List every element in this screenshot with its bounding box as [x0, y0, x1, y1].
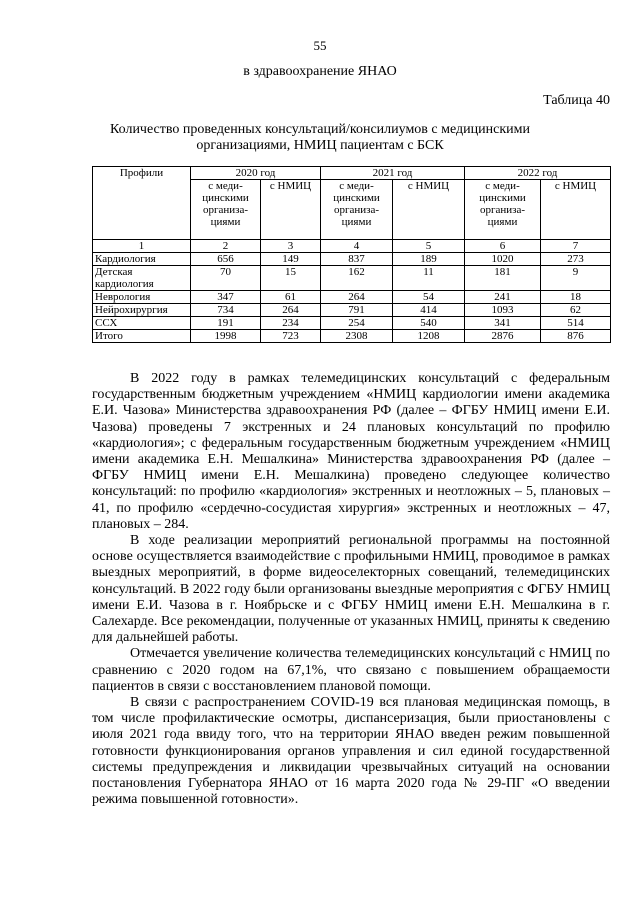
row-value: 62 — [541, 304, 611, 317]
table-row — [93, 304, 611, 317]
row-value: 876 — [541, 330, 611, 343]
row-value: 189 — [393, 253, 465, 266]
row-value: 273 — [541, 253, 611, 266]
row-value: 70 — [191, 266, 261, 291]
column-number-row — [93, 240, 611, 253]
row-value: 837 — [321, 253, 393, 266]
row-value: 2308 — [321, 330, 393, 343]
row-value: 1020 — [465, 253, 541, 266]
paragraph: В связи с распространением COVID-19 вся плановая медицинская помощь, в том числе профилактические осмотры, диспансеризация, были приостановлены с июля 2021 года ввиду того, что на территории ЯНАО введен режим повышенной готовности функционирования органов управления и сил единой государственной системы предупреждения и ликвидации чрезвычайных ситуаций на основании постановления Губернатора ЯНАО от 16 марта 2020 года № 29-ПГ «О введении режима повышенной готовности». — [92, 695, 610, 808]
year-header: 2021 год — [321, 167, 465, 180]
row-value: 9 — [541, 266, 611, 291]
row-value: 162 — [321, 266, 393, 291]
subheader-nmic: с НМИЦ — [393, 180, 465, 240]
column-number: 6 — [465, 240, 541, 253]
year-header: 2020 год — [191, 167, 321, 180]
column-number: 2 — [191, 240, 261, 253]
row-value: 15 — [261, 266, 321, 291]
subheader-nmic: с НМИЦ — [261, 180, 321, 240]
row-profile: Неврология — [93, 291, 191, 304]
column-number: 3 — [261, 240, 321, 253]
row-profile: Кардиология — [93, 253, 191, 266]
table-label: Таблица 40 — [543, 93, 610, 108]
row-value: 656 — [191, 253, 261, 266]
row-value: 149 — [261, 253, 321, 266]
table-header-row — [93, 167, 611, 180]
paragraph: В 2022 году в рамках телемедицинских консультаций с федеральным государственным бюджетным учреждением «НМИЦ кардиологии имени академика Е.И. Чазова» Министерства здравоохранения РФ (далее – ФГБУ НМИЦ имени Е.И. Чазова) проведены 7 экстренных и 24 плановых консультаций по профилю «кардиология»; с федеральным государственным бюджетным учреждением «НМИЦ имени академика Е.Н. Мешалкина» Министерства здравоохранения РФ (далее – ФГБУ НМИЦ имени Е.Н. Мешалкина) проведено следующее количество консультаций: по профилю «кардиология» экстренных и неотложных – 5, плановых – 41, по профилю «сердечно-сосудистая хирургия» экстренных и неотложных – 47, плановых – 284. — [92, 371, 610, 532]
header-line: в здравоохранение ЯНАО — [243, 64, 397, 79]
row-value: 540 — [393, 317, 465, 330]
year-header: 2022 год — [465, 167, 611, 180]
row-profile: Детская кардиология — [93, 266, 191, 291]
row-value: 791 — [321, 304, 393, 317]
row-value: 54 — [393, 291, 465, 304]
row-value: 2876 — [465, 330, 541, 343]
subheader-medical-orgs: с меди-цинскими организа-циями — [191, 180, 261, 240]
column-number: 5 — [393, 240, 465, 253]
row-value: 191 — [191, 317, 261, 330]
row-value: 241 — [465, 291, 541, 304]
row-profile: ССХ — [93, 317, 191, 330]
consultations-table — [92, 166, 611, 343]
table-row — [93, 266, 611, 291]
table-row — [93, 291, 611, 304]
row-value: 734 — [191, 304, 261, 317]
row-value: 234 — [261, 317, 321, 330]
row-value: 11 — [393, 266, 465, 291]
paragraph: В ходе реализации мероприятий региональной программы на постоянной основе осуществляется взаимодействие с профильными НМИЦ, проводимое в рамках выездных мероприятий, в форме видеоселекторных совещаний, телемедицинских консультаций. В 2022 году были организованы выездные мероприятия с ФГБУ НМИЦ имени Е.И. Чазова в г. Ноябрьске и с ФГБУ НМИЦ имени Е.Н. Мешалкина в г. Салехарде. Все рекомендации, полученные от указанных НМИЦ, приняты к сведению для дальнейшей работы. — [92, 533, 610, 646]
page-number: 55 — [313, 38, 327, 53]
column-number: 7 — [541, 240, 611, 253]
row-value: 264 — [261, 304, 321, 317]
row-profile: Нейрохирургия — [93, 304, 191, 317]
column-number: 1 — [93, 240, 191, 253]
body-text — [92, 371, 610, 808]
row-value: 341 — [465, 317, 541, 330]
subheader-medical-orgs: с меди-цинскими организа-циями — [465, 180, 541, 240]
row-value: 264 — [321, 291, 393, 304]
paragraph: Отмечается увеличение количества телемедицинских консультаций с НМИЦ по сравнению с 2020 годом на 67,1%, что связано с повышением обращаемости пациентов в связи с восстановлением плановой помощи. — [92, 646, 610, 694]
row-value: 181 — [465, 266, 541, 291]
row-value: 347 — [191, 291, 261, 304]
table-row-total — [93, 330, 611, 343]
table-row — [93, 317, 611, 330]
column-number: 4 — [321, 240, 393, 253]
profile-header: Профили — [93, 167, 191, 240]
row-value: 1208 — [393, 330, 465, 343]
row-value: 254 — [321, 317, 393, 330]
row-value: 1998 — [191, 330, 261, 343]
subheader-medical-orgs: с меди-цинскими организа-циями — [321, 180, 393, 240]
row-value: 61 — [261, 291, 321, 304]
row-value: 514 — [541, 317, 611, 330]
row-value: 414 — [393, 304, 465, 317]
row-value: 723 — [261, 330, 321, 343]
row-value: 18 — [541, 291, 611, 304]
row-profile: Итого — [93, 330, 191, 343]
subheader-nmic: с НМИЦ — [541, 180, 611, 240]
table-row — [93, 253, 611, 266]
table-title: Количество проведенных консультаций/консилиумов с медицинскими организациями, НМИЦ пациентам с БСК — [110, 122, 530, 153]
row-value: 1093 — [465, 304, 541, 317]
